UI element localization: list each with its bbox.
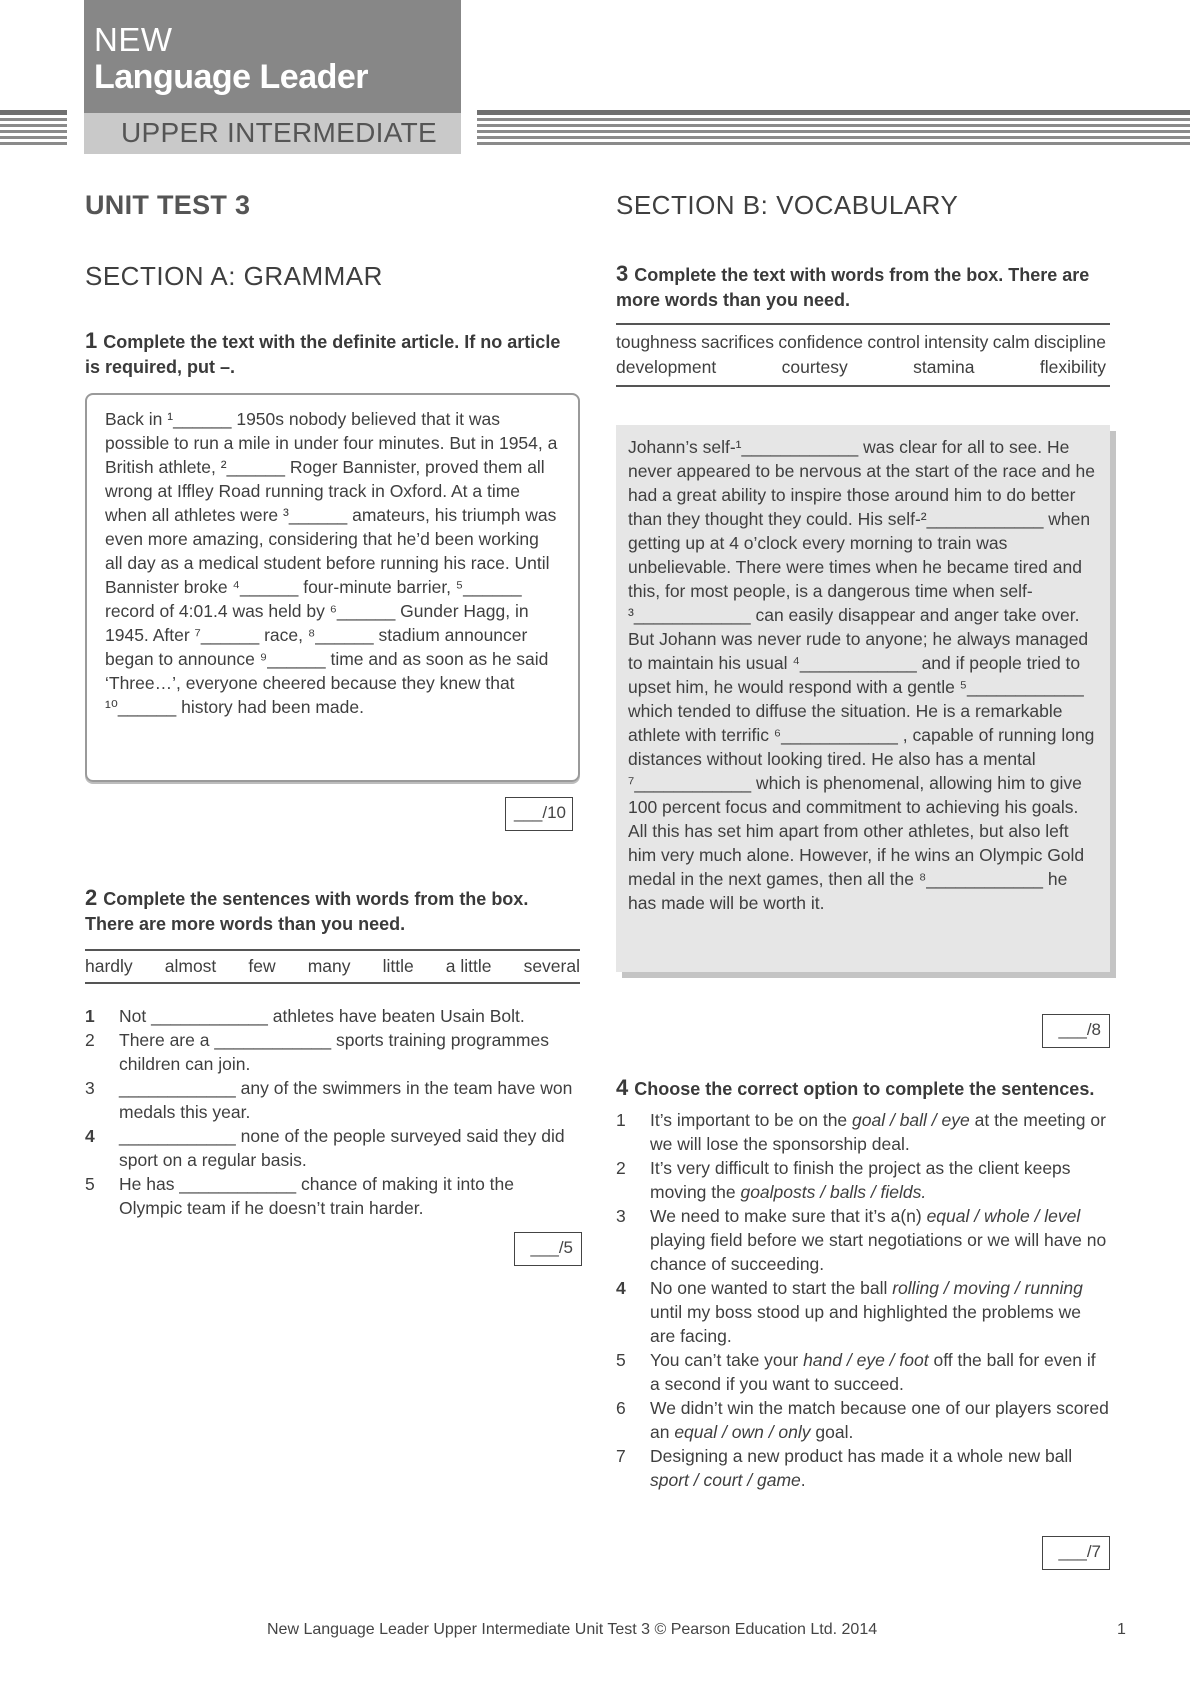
list-item: 3 ____________ any of the swimmers in the team have won medals this year. [85,1078,573,1122]
q2-instruction: 2 Complete the sentences with words from the box. There are more words than you need. [85,885,529,934]
right-column-q4 [616,1075,1110,1492]
word: calm [992,332,1030,352]
word: development [616,357,717,377]
list-item: 5 You can’t take your hand / eye / foot off the ball for even if a second if you want to succeed. [616,1350,1096,1394]
options: goalposts / balls / fields. [740,1182,927,1202]
q3-number: 3 [616,261,629,286]
unit-title: UNIT TEST 3 [85,190,251,220]
q2-number: 2 [85,885,98,910]
q1-passage: Back in ¹______ 1950s nobody believed that it was possible to run a mile in under four minutes. But in 1954, a British athlete, ²______ Roger Bannister, proved them all wrong at Iffley Road running track in Oxford. At a time when all athletes were ³______ amateurs, his triumph was even more amazing, considering that he’d been working all day as a medical student before running his race. Until Bannister broke ⁴______ four-minute barrier, ⁵______ record of 4:01.4 was held by ⁶______ Gunder Hagg, in 1945. After ⁷______ race, ⁸______ stadium announcer began to announce ⁹______ time and as soon as he said ‘Three…’, everyone cheered because they knew that ¹⁰______ history had been made. [105,409,558,717]
q3-instruction: 3 Complete the text with words from the box. There are more words than you need. [616,261,1090,310]
word: almost [164,956,217,976]
list-item: 1 It’s important to be on the goal / ball / eye at the meeting or we will lose the sponsorship deal. [616,1110,1106,1154]
q3-passage: Johann’s self-¹____________ was clear for all to see. He never appeared to be nervous at the start of the race and he had a great ability to inspire those around him to do better than they thought they could. His self-²____________ when getting up at 4 o’clock every morning to train was unbelievable. There were times when he became tired and this, for most people, is a dangerous time when self- ³____________ can easily disappear and anger take over. But Johann was never rude to anyone; he always managed to maintain his usual ⁴____________ and if people tried to upset him, he would respond with a gentle ⁵____________ which tended to diffuse the situation. He is a remarkable athlete with terrific ⁶____________ , capable of running long distances without looking tired. He also has a mental ⁷____________ which is phenomenal, allowing him to give 100 percent focus and commitment to achieving his goals. All this has set him apart from other athletes, but also left him very much alone. However, if he wins an Olympic Gold medal in the next games, then all the ⁸____________ he has made will be worth it. [628,437,1095,913]
q3-word-box [616,323,1110,387]
word: control [867,332,920,352]
list-item: 2 There are a ____________ sports training programmes children can join. [85,1030,549,1074]
q1-score-box[interactable]: ___/10 [505,797,573,831]
list-item: 4 ____________ none of the people surveyed said they did sport on a regular basis. [85,1126,565,1170]
word: courtesy [781,357,848,377]
options: equal / whole / level [926,1206,1081,1226]
section-a-title: SECTION A: GRAMMAR [85,261,383,291]
section-b-title: SECTION B: VOCABULARY [616,190,959,220]
q2-score-box[interactable]: ___/5 [514,1232,582,1266]
word: stamina [913,357,975,377]
list-item: 7 Designing a new product has made it a whole new ball sport / court / game. [616,1446,1073,1490]
q1-number: 1 [85,328,98,353]
header-stripes-left [0,110,67,154]
q2-word-box [85,949,580,984]
options: goal / ball / eye [852,1110,970,1130]
word: hardly [85,956,133,976]
brand-name: Language Leader [94,58,369,96]
list-item: 1 Not ____________ athletes have beaten Usain Bolt. [85,1006,525,1026]
q4-sentence-list [616,1108,1110,1492]
word: toughness [616,332,697,352]
q4-number: 4 [616,1075,629,1100]
list-item: 6 We didn’t win the match because one of our players scored an equal / own / only goal. [616,1398,1109,1442]
word: few [248,956,276,976]
options: hand / eye / foot [803,1350,929,1370]
q4-score-box[interactable]: ___/7 [1042,1536,1110,1570]
options: sport / court / game [650,1470,801,1490]
word: several [523,956,580,976]
q2-sentence-list [85,1004,580,1220]
brand-new: NEW [94,21,173,58]
q1-text-box [85,393,580,782]
right-column [616,190,1110,972]
q3-score-box[interactable]: ___/8 [1042,1014,1110,1048]
word: intensity [924,332,989,352]
q1-instruction: 1 Complete the text with the definite article. If no article is required, put –. [85,328,561,377]
page-number: 1 [1117,1621,1126,1638]
left-column-q2 [85,885,580,1220]
list-item: 5 He has ____________ chance of making it into the Olympic team if he doesn’t train harder. [85,1174,515,1218]
options: equal / own / only [674,1422,811,1442]
list-item: 4 No one wanted to start the ball rolling / moving / running until my boss stood up and highlighted the problems we are facing. [616,1278,1083,1346]
word: little [382,956,414,976]
left-column [85,190,580,782]
footer-text: New Language Leader Upper Intermediate Unit Test 3 © Pearson Education Ltd. 2014 [267,1621,878,1638]
list-item: 2 It’s very difficult to finish the project as the client keeps moving the goalposts / balls / fields. [616,1158,1071,1202]
q3-text-box [616,425,1110,972]
word: sacrifices [701,332,775,352]
level-label: UPPER INTERMEDIATE [84,113,461,154]
word: confidence [778,332,864,352]
word: discipline [1034,332,1106,352]
word: a little [445,956,492,976]
list-item: 3 We need to make sure that it’s a(n) equal / whole / level playing field before we start negotiations or we will have no chance of succeeding. [616,1206,1107,1274]
options: rolling / moving / running [892,1278,1083,1298]
q4-instruction: 4 Choose the correct option to complete the sentences. [616,1075,1095,1100]
word: many [307,956,351,976]
header-stripes-right [477,110,1190,154]
brand-logo [84,0,461,154]
word: flexibility [1039,357,1106,377]
